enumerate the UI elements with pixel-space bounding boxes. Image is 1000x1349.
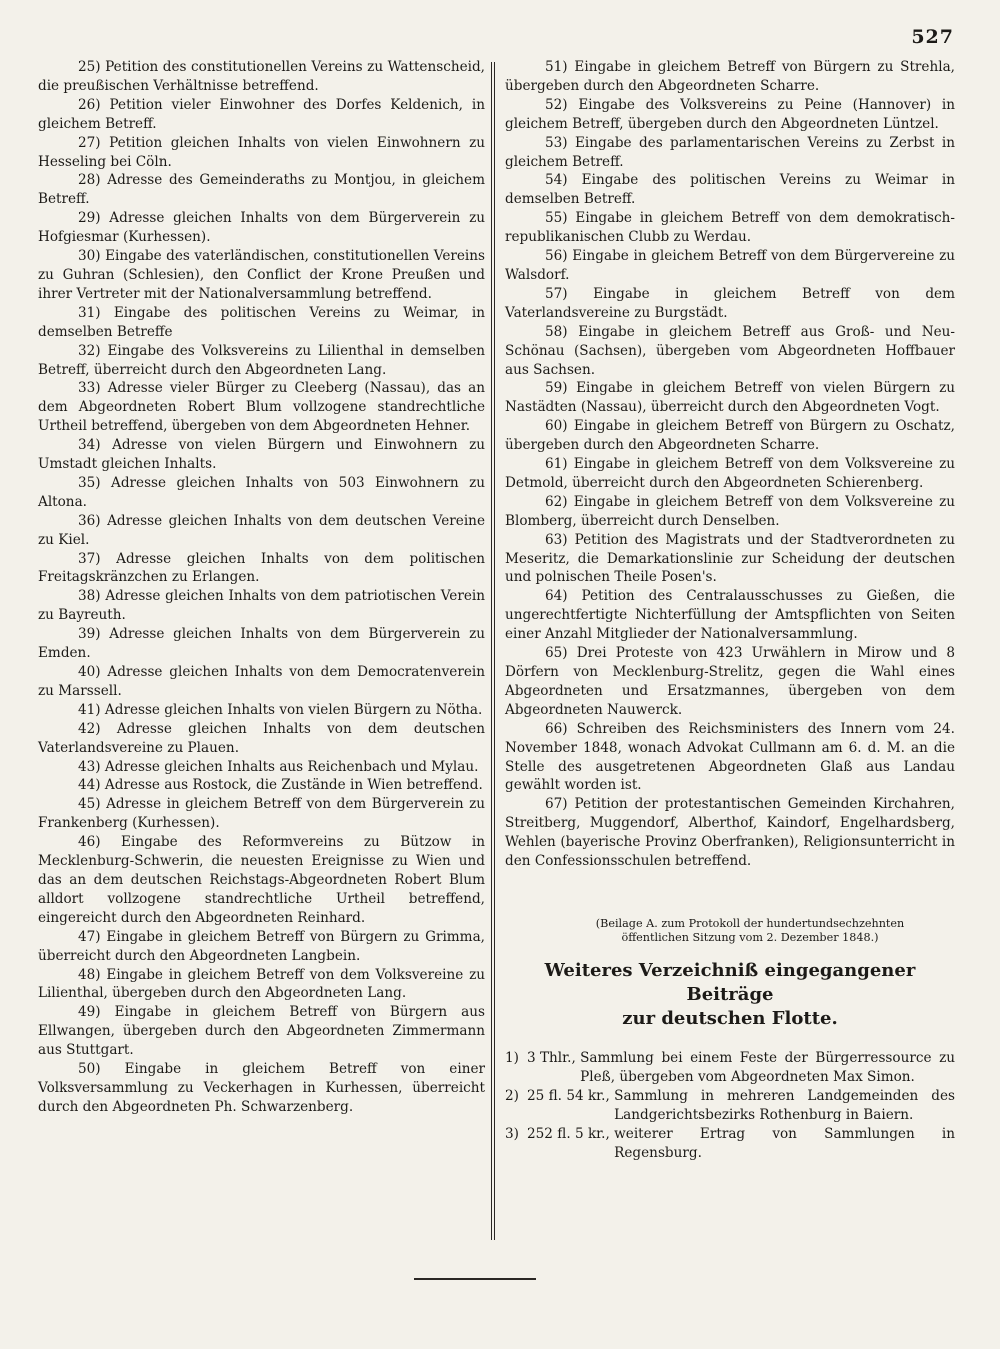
list-item: 41) Adresse gleichen Inhalts von vielen Bürgern zu Nötha. (78, 701, 483, 718)
list-item: 67) Petition der protestantischen Gemeinden Kirchahren, Streitberg, Muggendorf, Alberthof, Kaindorf, Engelhardsberg, Wehlen (bayerische Provinz Oberfranken), Religionsunterricht in den Confessionsschulen betreffend. (505, 796, 955, 870)
supplement-note (505, 917, 955, 945)
list-item: 65) Drei Proteste von 423 Urwählern in Mirow und 8 Dörfern von Mecklenburg-Strelitz, gegen die Wahl eines Abgeordneten und Ersatzmannes, übergeben von dem Abgeordneten Nauwerck. (505, 645, 955, 718)
list-item: 51) Eingabe in gleichem Betreff von Bürgern zu Strehla, übergeben durch den Abgeordneten Scharre. (505, 59, 955, 94)
contribution-amount: 25 fl. 54 kr., (527, 1087, 615, 1104)
list-item: 61) Eingabe in gleichem Betreff von dem Volksvereine zu Detmold, überreicht durch den Abgeordneten Schierenberg. (505, 456, 955, 491)
list-item: 53) Eingabe des parlamentarischen Vereins zu Zerbst in gleichem Betreff. (505, 134, 955, 170)
list-item: 54) Eingabe des politischen Vereins zu Weimar in demselben Betreff. (505, 172, 955, 208)
contribution-text: Sammlung bei einem Feste der Bürgerressource zu Pleß, übergeben vom Abgeordneten Max Simon. (580, 1049, 955, 1085)
list-item: 58) Eingabe in gleichem Betreff aus Groß- und Neu-Schönau (Sachsen), übergeben vom Abgeordneten Hoffbauer aus Sachsen. (505, 323, 955, 378)
contribution-item (505, 1087, 955, 1125)
list-item: 33) Adresse vieler Bürger zu Cleeberg (Nassau), das an dem Abgeordneten Robert Blum vollzogene standrechtliche Urtheil betreffend, übergeben von dem Abgeordneten Hehner. (38, 380, 485, 435)
supplement-line: öffentlichen Sitzung vom 2. Dezember 1848.) (621, 930, 879, 944)
list-item: 62) Eingabe in gleichem Betreff von dem Volksvereine zu Blomberg, überreicht durch Denselben. (505, 493, 955, 529)
list-item: 43) Adresse gleichen Inhalts aus Reichenbach und Mylau. (78, 758, 479, 775)
list-item: 40) Adresse gleichen Inhalts von dem Democratenverein zu Marssell. (38, 664, 485, 699)
list-item: 36) Adresse gleichen Inhalts von dem deutschen Vereine zu Kiel. (38, 512, 485, 548)
contribution-number: 2) (505, 1087, 519, 1104)
list-item: 28) Adresse des Gemeinderaths zu Montjou, in gleichem Betreff. (38, 172, 485, 208)
list-item: 26) Petition vieler Einwohner des Dorfes Keldenich, in gleichem Betreff. (38, 96, 485, 132)
list-item: 57) Eingabe in gleichem Betreff von dem Vaterlandsvereine zu Burgstädt. (505, 285, 955, 321)
list-item: 38) Adresse gleichen Inhalts von dem patriotischen Verein zu Bayreuth. (38, 588, 485, 624)
contribution-item (505, 1125, 955, 1163)
list-item: 63) Petition des Magistrats und der Stadtverordneten zu Meseritz, die Demarkationslinie zur Scheidung der deutschen und polnischen Theile Posen's. (505, 531, 955, 586)
column-divider (491, 62, 495, 1240)
list-item: 34) Adresse von vielen Bürgern und Einwohnern zu Umstadt gleichen Inhalts. (38, 437, 485, 473)
contribution-amount: 3 Thlr., (527, 1049, 581, 1066)
supplement-line: (Beilage A. zum Protokoll der hundertundsechzehnten (595, 916, 905, 930)
contribution-amount: 252 fl. 5 kr., (527, 1125, 615, 1142)
heading-line: zur deutschen Flotte. (622, 1007, 838, 1029)
list-item: 27) Petition gleichen Inhalts von vielen Einwohnern zu Hesseling bei Cöln. (38, 134, 485, 170)
list-item: 49) Eingabe in gleichem Betreff von Bürgern aus Ellwangen, übergeben durch den Abgeordneten Zimmermann aus Stuttgart. (38, 1004, 485, 1059)
list-item: 25) Petition des constitutionellen Vereins zu Wattenscheid, die preußischen Verhältnisse betreffend. (38, 59, 485, 94)
list-item: 60) Eingabe in gleichem Betreff von Bürgern zu Oschatz, übergeben durch den Abgeordneten Scharre. (505, 418, 955, 454)
list-item: 46) Eingabe des Reformvereins zu Bützow in Mecklenburg-Schwerin, die neuesten Ereignisse zu Wien und das an dem deutschen Reichstags-Abgeordneten Robert Blum alldort vollzogene standrechtliche Urtheil betreffend, eingereicht durch den Abgeordneten Reinhard. (38, 834, 485, 926)
list-item: 56) Eingabe in gleichem Betreff von dem Bürgervereine zu Walsdorf. (505, 248, 955, 283)
left-column (38, 58, 485, 1117)
contribution-text: weiterer Ertrag von Sammlungen in Regensburg. (614, 1125, 955, 1161)
list-item: 44) Adresse aus Rostock, die Zustände in Wien betreffend. (78, 777, 483, 794)
list-item: 50) Eingabe in gleichem Betreff von einer Volksversammlung zu Veckerhagen in Kurhessen, überreicht durch den Abgeordneten Ph. Schwarzenberg. (38, 1061, 485, 1115)
list-item: 48) Eingabe in gleichem Betreff von dem Volksvereine zu Lilienthal, übergeben durch den Abgeordneten Lang. (38, 966, 485, 1002)
list-item: 47) Eingabe in gleichem Betreff von Bürgern zu Grimma, überreicht durch den Abgeordneten Langbein. (38, 928, 485, 964)
contribution-number: 3) (505, 1125, 519, 1142)
right-column (505, 58, 955, 1162)
contribution-item (505, 1049, 955, 1087)
list-item: 45) Adresse in gleichem Betreff von dem Bürgerverein zu Frankenberg (Kurhessen). (38, 796, 485, 832)
list-item: 64) Petition des Centralausschusses zu Gießen, die ungerechtfertigte Nichterfüllung der Amtspflichten von Seiten einer Anzahl Mitglieder der Nationalversammlung. (505, 588, 955, 643)
list-item: 35) Adresse gleichen Inhalts von 503 Einwohnern zu Altona. (38, 474, 485, 510)
contributions-list (505, 1049, 955, 1162)
list-item: 37) Adresse gleichen Inhalts von dem politischen Freitagskränzchen zu Erlangen. (38, 550, 485, 586)
list-item: 31) Eingabe des politischen Vereins zu Weimar, in demselben Betreffe (38, 304, 485, 340)
contribution-text: Sammlung in mehreren Landgemeinden des Landgerichtsbezirks Rothenburg in Baiern. (614, 1087, 955, 1123)
list-item: 66) Schreiben des Reichsministers des Innern vom 24. November 1848, wonach Advokat Cullmann am 6. d. M. an die Stelle des ausgetretenen Abgeordneten Glaß aus Landau gewählt worden ist. (505, 720, 955, 794)
list-item: 29) Adresse gleichen Inhalts von dem Bürgerverein zu Hofgiesmar (Kurhessen). (38, 210, 485, 246)
list-item: 42) Adresse gleichen Inhalts von dem deutschen Vaterlandsvereine zu Plauen. (38, 720, 485, 756)
page-number: 527 (911, 26, 954, 48)
list-item: 32) Eingabe des Volksvereins zu Lilienthal in demselben Betreff, überreicht durch den Abgeordneten Lang. (38, 342, 485, 378)
heading-line: Weiteres Verzeichniß eingegangener Beiträge (544, 959, 916, 1005)
section-heading (505, 959, 955, 1031)
list-item: 59) Eingabe in gleichem Betreff von vielen Bürgern zu Nastädten (Nassau), überreicht durch den Abgeordneten Vogt. (505, 380, 955, 416)
bottom-rule (414, 1278, 536, 1280)
list-item: 39) Adresse gleichen Inhalts von dem Bürgerverein zu Emden. (38, 626, 485, 662)
contribution-number: 1) (505, 1049, 519, 1066)
list-item: 52) Eingabe des Volksvereins zu Peine (Hannover) in gleichem Betreff, übergeben durch den Abgeordneten Lüntzel. (505, 96, 955, 132)
list-item: 30) Eingabe des vaterländischen, constitutionellen Vereins zu Guhran (Schlesien), den Conflict der Krone Preußen und ihrer Vertreter mit der Nationalversammlung betreffend. (38, 248, 485, 302)
list-item: 55) Eingabe in gleichem Betreff von dem demokratisch-republikanischen Clubb zu Werdau. (505, 210, 955, 246)
